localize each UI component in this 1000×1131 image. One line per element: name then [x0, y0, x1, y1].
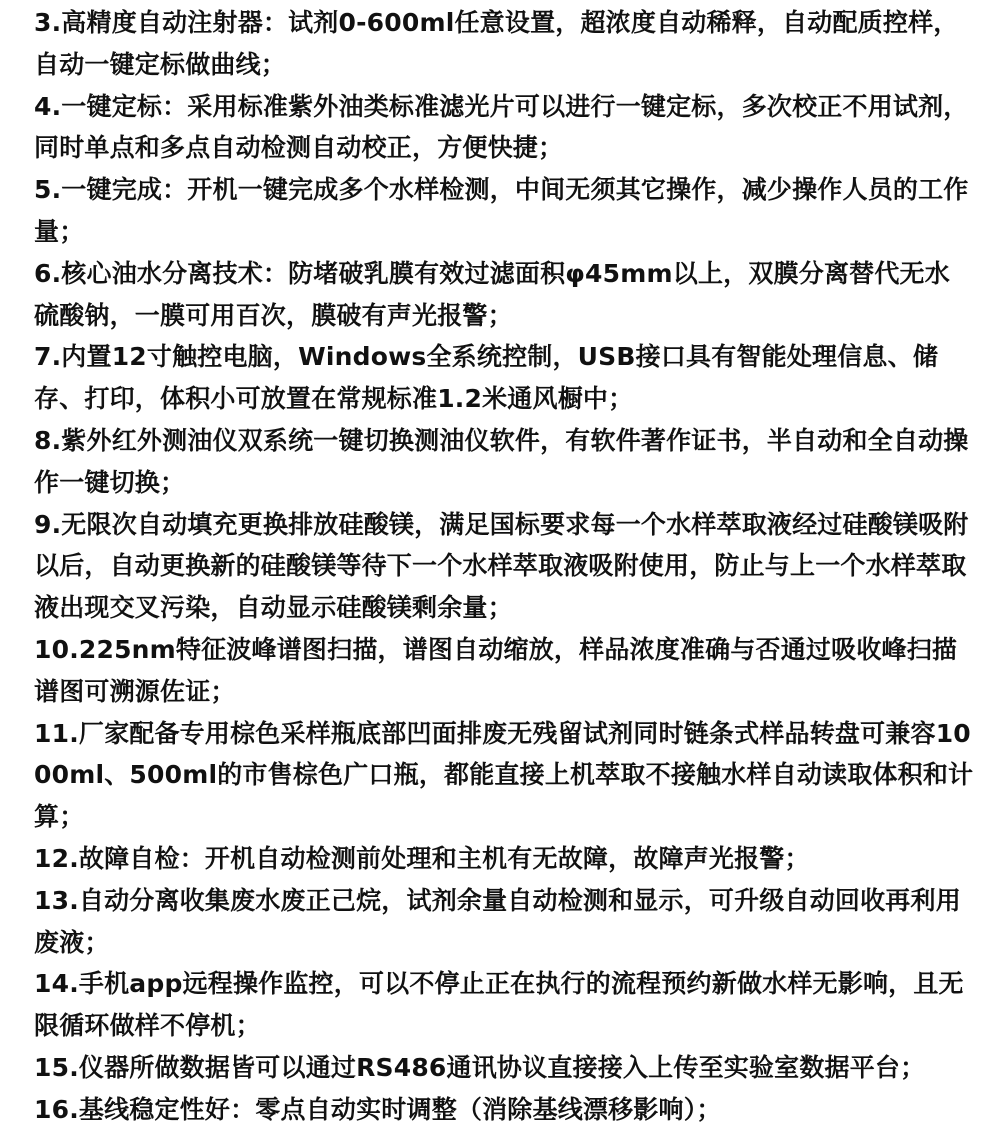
feature-item-8: 8.紫外红外测油仪双系统一键切换测油仪软件，有软件著作证书，半自动和全自动操作一键切换；	[34, 425, 969, 497]
feature-item-5: 5.一键完成：开机一键完成多个水样检测，中间无须其它操作，减少操作人员的工作量；	[34, 175, 969, 246]
feature-item-4: 4.一键定标：采用标准紫外油类标准滤光片可以进行一键定标，多次校正不用试剂，同时单点和多点自动检测自动校正，方便快捷；	[34, 91, 969, 163]
feature-item-6: 6.核心油水分离技术：防堵破乳膜有效过滤面积φ45mm以上，双膜分离替代无水硫酸钠，一膜可用百次，膜破有声光报警；	[34, 258, 950, 330]
feature-item-13: 13.自动分离收集废水废正己烷，试剂余量自动检测和显示，可升级自动回收再利用废液；	[34, 885, 961, 957]
feature-item-11: 11.厂家配备专用棕色采样瓶底部凹面排废无残留试剂同时链条式样品转盘可兼容1000ml、500ml的市售棕色广口瓶，都能直接上机萃取不接触水样自动读取体积和计算；	[34, 718, 974, 832]
feature-item-10: 10.225nm特征波峰谱图扫描，谱图自动缩放，样品浓度准确与否通过吸收峰扫描谱图可溯源佐证；	[34, 634, 958, 706]
feature-item-3: 3.高精度自动注射器：试剂0-600ml任意设置，超浓度自动稀释，自动配质控样，自动一键定标做曲线；	[34, 8, 959, 79]
feature-item-12: 12.故障自检：开机自动检测前处理和主机有无故障，故障声光报警；	[34, 843, 810, 873]
feature-item-14: 14.手机app远程操作监控，可以不停止正在执行的流程预约新做水样无影响，且无限循环做样不停机；	[34, 969, 964, 1041]
feature-item-16: 16.基线稳定性好：零点自动实时调整（消除基线漂移影响）；	[34, 1094, 722, 1124]
feature-list	[34, 2, 974, 1131]
feature-item-9: 9.无限次自动填充更换排放硅酸镁，满足国标要求每一个水样萃取液经过硅酸镁吸附以后，自动更换新的硅酸镁等待下一个水样萃取液吸附使用，防止与上一个水样萃取液出现交叉污染，自动显示硅酸镁剩余量；	[34, 509, 969, 623]
feature-item-15: 15.仪器所做数据皆可以通过RS486通讯协议直接接入上传至实验室数据平台；	[34, 1052, 926, 1082]
feature-item-7: 7.内置12寸触控电脑，Windows全系统控制，USB接口具有智能处理信息、储存、打印，体积小可放置在常规标准1.2米通风橱中；	[34, 342, 939, 414]
